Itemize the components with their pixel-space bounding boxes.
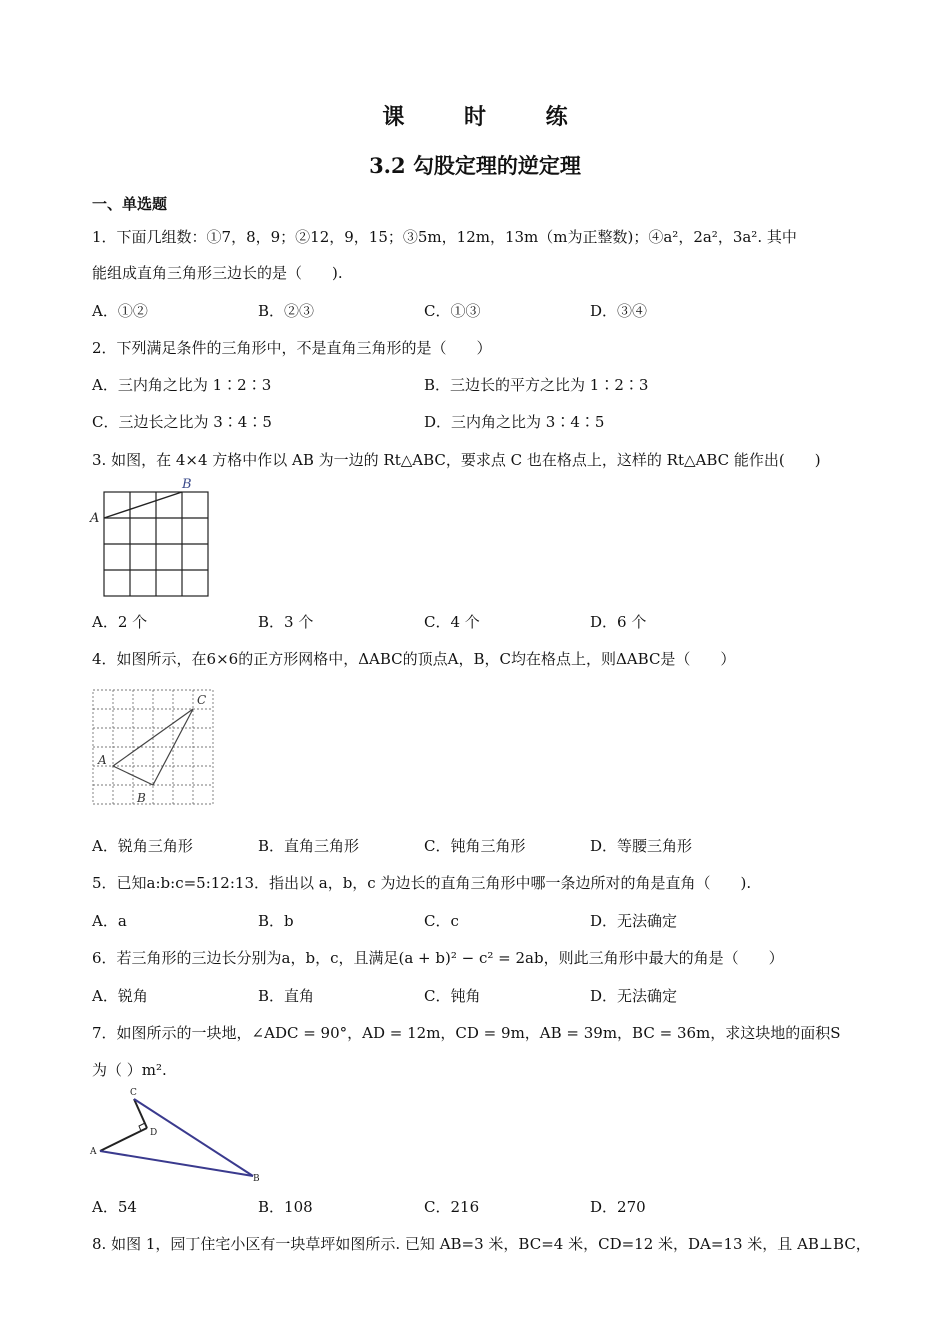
q3-option-c: C．4 个 [424,613,480,631]
q6-option-b: B．直角 [258,987,315,1005]
q7-option-d: D．270 [590,1198,646,1216]
q5-option-d: D．无法确定 [590,912,678,930]
q7-option-c: C．216 [424,1198,480,1216]
q4-label-b: B [137,791,146,805]
q8-stem: 8. 如图 1，园丁住宅小区有一块草坪如图所示. 已知 AB=3 米，BC=4 米，CD=12 米，DA=13 米，且 AB⊥BC， [92,1235,871,1253]
q2-option-c: C．三边长之比为 3∶4∶5 [92,413,272,431]
section-heading: 一、单选题 [92,195,168,213]
q3-grid-figure [86,474,216,604]
q6-stem: 6．若三角形的三边长分别为a，b，c，且满足(a + b)² − c² = 2ab，则此三角形中最大的角是（ ） [92,949,784,967]
q4-option-a: A．锐角三角形 [92,837,193,855]
q1-option-b: B．②③ [258,302,315,320]
q4-option-d: D．等腰三角形 [590,837,693,855]
q3-label-a: A [90,511,100,526]
q4-label-c: C [197,693,207,707]
q4-option-b: B．直角三角形 [258,837,360,855]
q3-option-a: A．2 个 [92,613,148,631]
q2-option-a: A．三内角之比为 1∶2∶3 [92,376,272,394]
q5-option-b: B．b [258,912,294,930]
q7-label-a: A [90,1147,97,1157]
q1-option-a: A．①② [92,302,148,320]
q1-stem-line2: 能组成直角三角形三边长的是（ ). [92,264,343,282]
q2-option-b: B．三边长的平方之比为 1∶2∶3 [424,376,649,394]
q1-stem-line1: 1．下面几组数：①7，8，9；②12，9，15；③5m，12m，13m（m为正整数)；④a²，2a²，3a². 其中 [92,228,797,246]
q3-option-b: B．3 个 [258,613,314,631]
q7-label-d: D [150,1128,158,1138]
q4-label-a: A [98,753,107,767]
page-subtitle: 3.2 勾股定理的逆定理 [369,153,581,178]
q5-option-a: A．a [92,912,127,930]
q4-grid-figure [86,684,221,810]
q5-option-c: C．c [424,912,459,930]
q7-option-b: B．108 [258,1198,313,1216]
q6-option-a: A．锐角 [92,987,148,1005]
q7-label-c: C [130,1088,137,1098]
q3-option-d: D．6 个 [590,613,647,631]
q3-label-b: B [182,477,192,492]
q4-stem: 4．如图所示，在6×6的正方形网格中，ΔABC的顶点A，B，C均在格点上，则ΔABC是（ ） [92,650,736,668]
q5-stem: 5．已知a:b:c=5:12:13．指出以 a，b，c 为边长的直角三角形中哪一条边所对的角是直角（ ). [92,874,752,892]
q6-option-c: C．钝角 [424,987,481,1005]
q7-option-a: A．54 [92,1198,137,1216]
q3-stem: 3. 如图，在 4×4 方格中作以 AB 为一边的 Rt△ABC，要求点 C 也在格点上，这样的 Rt△ABC 能作出( ) [92,451,821,469]
q2-option-d: D．三内角之比为 3∶4∶5 [424,413,605,431]
q7-quadrilateral-figure [86,1084,266,1186]
q1-option-c: C．①③ [424,302,481,320]
q7-stem-line1: 7．如图所示的一块地，∠ADC = 90°，AD = 12m，CD = 9m，AB = 39m，BC = 36m，求这块地的面积S [92,1024,841,1042]
q7-label-b: B [253,1174,260,1184]
q6-option-d: D．无法确定 [590,987,678,1005]
page-title: 课 时 练 [382,104,594,130]
q2-stem: 2．下列满足条件的三角形中，不是直角三角形的是（ ） [92,339,492,357]
q7-stem-line2: 为（ ）m². [92,1061,167,1079]
q1-option-d: D．③④ [590,302,648,320]
q4-option-c: C．钝角三角形 [424,837,526,855]
